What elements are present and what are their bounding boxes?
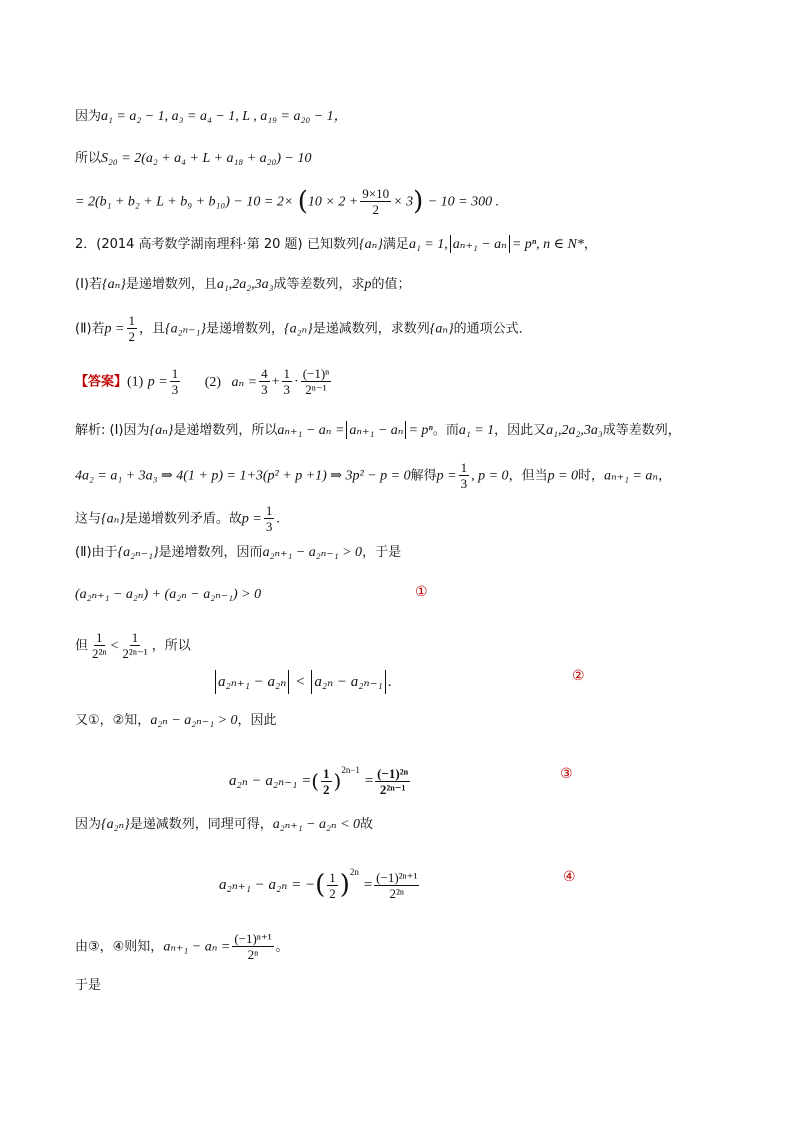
text: 但 bbox=[75, 638, 89, 654]
denominator: 2²ⁿ bbox=[92, 646, 107, 661]
fraction bbox=[321, 766, 332, 797]
math-expr: (a₂ₙ₊₁ − a₂ₙ) + (a₂ₙ − a₂ₙ₋₁) > 0 bbox=[75, 587, 262, 602]
math-set: {a₂ₙ} bbox=[284, 321, 313, 337]
numerator: 4 bbox=[261, 366, 268, 381]
fraction bbox=[120, 630, 149, 661]
line-2 bbox=[75, 148, 312, 169]
math-expr: aₙ₊₁ − aₙ = bbox=[277, 423, 345, 438]
abs-bar bbox=[346, 421, 347, 439]
math-set: {aₙ} bbox=[359, 237, 383, 252]
exponent: 2n bbox=[349, 867, 359, 877]
abs-bar bbox=[288, 670, 289, 694]
math-expr: a₁ = 1 bbox=[458, 423, 495, 438]
inequality-1 bbox=[75, 584, 261, 605]
abs-bar bbox=[450, 235, 451, 253]
math-expr: a₂ₙ − a₂ₙ₋₁ = bbox=[229, 773, 312, 789]
fraction bbox=[374, 870, 419, 901]
text: 于是 bbox=[75, 978, 102, 993]
line-3 bbox=[75, 186, 499, 217]
numerator: 1 bbox=[265, 503, 273, 518]
denominator: 2²ⁿ⁻¹ bbox=[379, 781, 406, 797]
equation-tag-4: ④ bbox=[563, 869, 576, 885]
paren: ( bbox=[315, 870, 326, 900]
math-expr: a₁ = 1, bbox=[408, 237, 448, 252]
solution-line-10 bbox=[75, 814, 373, 835]
text: ，所以 bbox=[151, 638, 191, 654]
math-expr: aₙ₊₁ = aₙ bbox=[604, 468, 659, 484]
math-expr: a₂ₙ₊₁ − a₂ₙ₋₁ > 0 bbox=[262, 545, 363, 560]
fraction bbox=[90, 630, 109, 661]
math-expr: = pⁿ, n ∈ N* bbox=[511, 237, 584, 252]
text: 解得 bbox=[410, 468, 437, 484]
problem-2-part-2 bbox=[75, 313, 532, 344]
text: 又①，②知， bbox=[75, 713, 151, 728]
problem-2-statement bbox=[75, 234, 597, 255]
paren: ( bbox=[311, 769, 320, 793]
text: 这与 bbox=[75, 511, 102, 527]
math-expr: = pⁿ bbox=[408, 423, 433, 438]
math-expr: p = 0 bbox=[547, 468, 579, 484]
denominator: 2ⁿ bbox=[247, 947, 259, 962]
fraction bbox=[127, 313, 138, 344]
problem-2-part-1 bbox=[75, 274, 411, 295]
answer-part-2: (2) bbox=[204, 374, 222, 390]
text: 。 bbox=[275, 939, 289, 955]
math-expr: p = bbox=[147, 374, 168, 390]
text: 故 bbox=[360, 817, 374, 832]
text: (Ⅱ)由于 bbox=[75, 545, 118, 560]
text: 是递增数列矛盾。故 bbox=[124, 511, 242, 527]
abs-bar bbox=[405, 421, 406, 439]
math-expr: a₁,2a₂,3a₃ bbox=[546, 423, 603, 438]
math-expr: a₂ₙ₊₁ − a₂ₙ < 0 bbox=[272, 817, 361, 832]
fraction bbox=[459, 460, 470, 491]
text: 。而 bbox=[432, 423, 459, 438]
math-set: {aₙ} bbox=[149, 423, 174, 438]
math-expr: a₁ = a₂ − 1, a₃ = a₄ − 1, L , a₁₉ = a₂₀ − 1， bbox=[101, 109, 348, 124]
text: 的通项公式． bbox=[453, 321, 532, 337]
answer-line bbox=[75, 366, 333, 397]
math-expr: − 10 = 300 . bbox=[427, 194, 500, 210]
math-expr: aₙ₊₁ − aₙ bbox=[349, 423, 404, 438]
abs-bar bbox=[509, 235, 510, 253]
math-expr: aₙ₊₁ − aₙ bbox=[452, 237, 507, 252]
abs-bar bbox=[311, 670, 312, 694]
solution-line-8 bbox=[75, 710, 277, 731]
paren: ) bbox=[339, 870, 350, 900]
text: 是递减数列，求数列 bbox=[312, 321, 430, 337]
equation-tag-1: ① bbox=[415, 584, 428, 600]
math-expr: = 2(b₁ + b₂ + L + b₉ + b₁₀) − 10 = 2× bbox=[75, 194, 294, 210]
problem-number: 2．(2014 高考数学湖南理科·第 20 题) bbox=[75, 237, 303, 252]
numerator: 1 bbox=[329, 869, 336, 885]
text: ，因此又 bbox=[494, 423, 547, 438]
denominator: 3 bbox=[460, 476, 468, 491]
fraction bbox=[232, 931, 273, 962]
abs-bar bbox=[215, 670, 216, 694]
text: (Ⅱ)若 bbox=[75, 321, 105, 337]
paren: ( bbox=[297, 186, 308, 217]
fraction bbox=[282, 366, 293, 397]
numerator: 9×10 bbox=[362, 186, 390, 201]
solution-line-4 bbox=[75, 542, 401, 563]
fraction bbox=[301, 366, 332, 397]
math-expr: 4a₂ = a₁ + 3a₃ ⇒ 4(1 + p) = 1+3(p² + p +1) ⇒ 3p² − p = 0 bbox=[75, 468, 411, 484]
text: 解析: (Ⅰ)因为 bbox=[75, 423, 150, 438]
text: 时， bbox=[578, 468, 605, 484]
math-expr: p = bbox=[241, 511, 262, 527]
math-set: {a₂ₙ₋₁} bbox=[117, 545, 159, 560]
fraction bbox=[170, 366, 181, 397]
solution-line-12 bbox=[75, 931, 289, 962]
math-expr: a₂ₙ₊₁ − a₂ₙ bbox=[218, 674, 287, 690]
math-set: {aₙ} bbox=[429, 321, 454, 337]
math-set: {aₙ} bbox=[101, 511, 125, 527]
text: 因为 bbox=[75, 109, 102, 124]
operator: = bbox=[363, 877, 373, 893]
text: ， bbox=[658, 468, 672, 484]
math-set: {a₂ₙ₋₁} bbox=[165, 321, 207, 337]
math-expr: 10 × 2 + bbox=[307, 194, 359, 210]
math-expr: p = bbox=[436, 468, 457, 484]
text: . bbox=[387, 674, 392, 690]
math-expr: a₁,2a₂,3a₃ bbox=[216, 277, 274, 292]
denominator: 3 bbox=[261, 382, 268, 397]
numerator: 1 bbox=[131, 630, 139, 645]
math-expr: , p = 0 bbox=[471, 468, 509, 484]
text: 由③，④则知， bbox=[75, 939, 164, 955]
equation-tag-2: ② bbox=[572, 668, 585, 684]
text: 成等差数列， bbox=[602, 423, 681, 438]
math-expr: aₙ₊₁ − aₙ = bbox=[163, 939, 231, 955]
operator: + bbox=[271, 374, 280, 390]
text: . bbox=[276, 511, 280, 527]
math-expr: a₂ₙ − a₂ₙ₋₁ > 0 bbox=[150, 713, 238, 728]
text: 已知数列 bbox=[307, 237, 360, 252]
math-expr: aₙ = bbox=[231, 374, 258, 390]
math-set: {aₙ} bbox=[101, 277, 126, 292]
denominator: 2 bbox=[372, 202, 379, 217]
numerator: 1 bbox=[96, 630, 103, 645]
text: ，于是 bbox=[362, 545, 402, 560]
text: 成等差数列，求 bbox=[273, 277, 365, 292]
text: 的值； bbox=[371, 277, 411, 292]
math-expr: a₂ₙ₊₁ − a₂ₙ = − bbox=[219, 877, 316, 893]
text: 是递增数列，因而 bbox=[158, 545, 263, 560]
numerator: (−1)²ⁿ bbox=[377, 765, 409, 781]
math-expr: × 3 bbox=[393, 194, 414, 210]
inequality-2 bbox=[213, 670, 391, 694]
operator: < bbox=[110, 638, 119, 654]
numerator: 1 bbox=[323, 765, 330, 781]
denominator: 2²ⁿ bbox=[389, 885, 405, 901]
denominator: 2 bbox=[128, 329, 135, 344]
numerator: (−1)ⁿ⁺¹ bbox=[234, 931, 272, 946]
numerator: (−1)²ⁿ⁺¹ bbox=[376, 869, 418, 885]
math-expr: S₂₀ = 2(a₂ + a₄ + L + a₁₈ + a₂₀) − 10 bbox=[101, 151, 312, 166]
exponent: 2n−1 bbox=[341, 765, 360, 775]
text: 是递增数列， bbox=[206, 321, 285, 337]
text: 因为 bbox=[75, 817, 102, 832]
text: (Ⅰ)若 bbox=[75, 277, 102, 292]
numerator: (−1)ⁿ bbox=[302, 366, 330, 381]
numerator: 1 bbox=[283, 366, 291, 381]
math-var: p bbox=[364, 277, 372, 292]
abs-bar bbox=[385, 670, 386, 694]
operator: · bbox=[294, 374, 299, 390]
math-expr: a₂ₙ − a₂ₙ₋₁ bbox=[314, 674, 383, 690]
paren: ) bbox=[333, 769, 342, 793]
fraction bbox=[327, 870, 338, 901]
numerator: 1 bbox=[171, 366, 179, 381]
denominator: 2²ⁿ⁻¹ bbox=[122, 646, 148, 661]
denominator: 3 bbox=[171, 382, 179, 397]
paren: ) bbox=[413, 186, 424, 217]
fraction bbox=[360, 186, 391, 217]
answer-part-1: (1) bbox=[127, 374, 144, 390]
text: 是递增数列，且 bbox=[125, 277, 217, 292]
text: 是递减数列，同理可得， bbox=[129, 817, 273, 832]
equation-tag-3: ③ bbox=[560, 766, 573, 782]
text: 所以 bbox=[75, 151, 102, 166]
numerator: 1 bbox=[128, 313, 135, 328]
equation-4 bbox=[219, 862, 421, 901]
solution-line-6 bbox=[75, 630, 191, 661]
solution-line-3 bbox=[75, 503, 280, 534]
text: ， bbox=[583, 237, 597, 252]
line-1 bbox=[75, 106, 348, 127]
solution-line-13 bbox=[75, 975, 101, 996]
text: ，因此 bbox=[237, 713, 277, 728]
denominator: 3 bbox=[283, 382, 291, 397]
math-set: {a₂ₙ} bbox=[101, 817, 130, 832]
equation-3 bbox=[229, 760, 412, 797]
solution-line-1 bbox=[75, 420, 681, 441]
fraction bbox=[375, 766, 410, 797]
denominator: 2 bbox=[329, 885, 336, 901]
fraction bbox=[259, 366, 270, 397]
denominator: 2 bbox=[323, 781, 330, 797]
math-expr: p = bbox=[104, 321, 125, 337]
solution-line-2 bbox=[75, 460, 671, 491]
denominator: 2ⁿ⁻¹ bbox=[305, 382, 327, 397]
answer-label: 【答案】 bbox=[75, 374, 128, 390]
text: ，但当 bbox=[508, 468, 548, 484]
denominator: 3 bbox=[265, 519, 273, 534]
operator: < bbox=[296, 674, 305, 690]
text: 是递增数列，所以 bbox=[173, 423, 278, 438]
text: ，且 bbox=[139, 321, 166, 337]
numerator: 1 bbox=[460, 460, 468, 475]
text: 满足 bbox=[382, 237, 409, 252]
fraction bbox=[264, 503, 275, 534]
operator: = bbox=[364, 773, 374, 789]
